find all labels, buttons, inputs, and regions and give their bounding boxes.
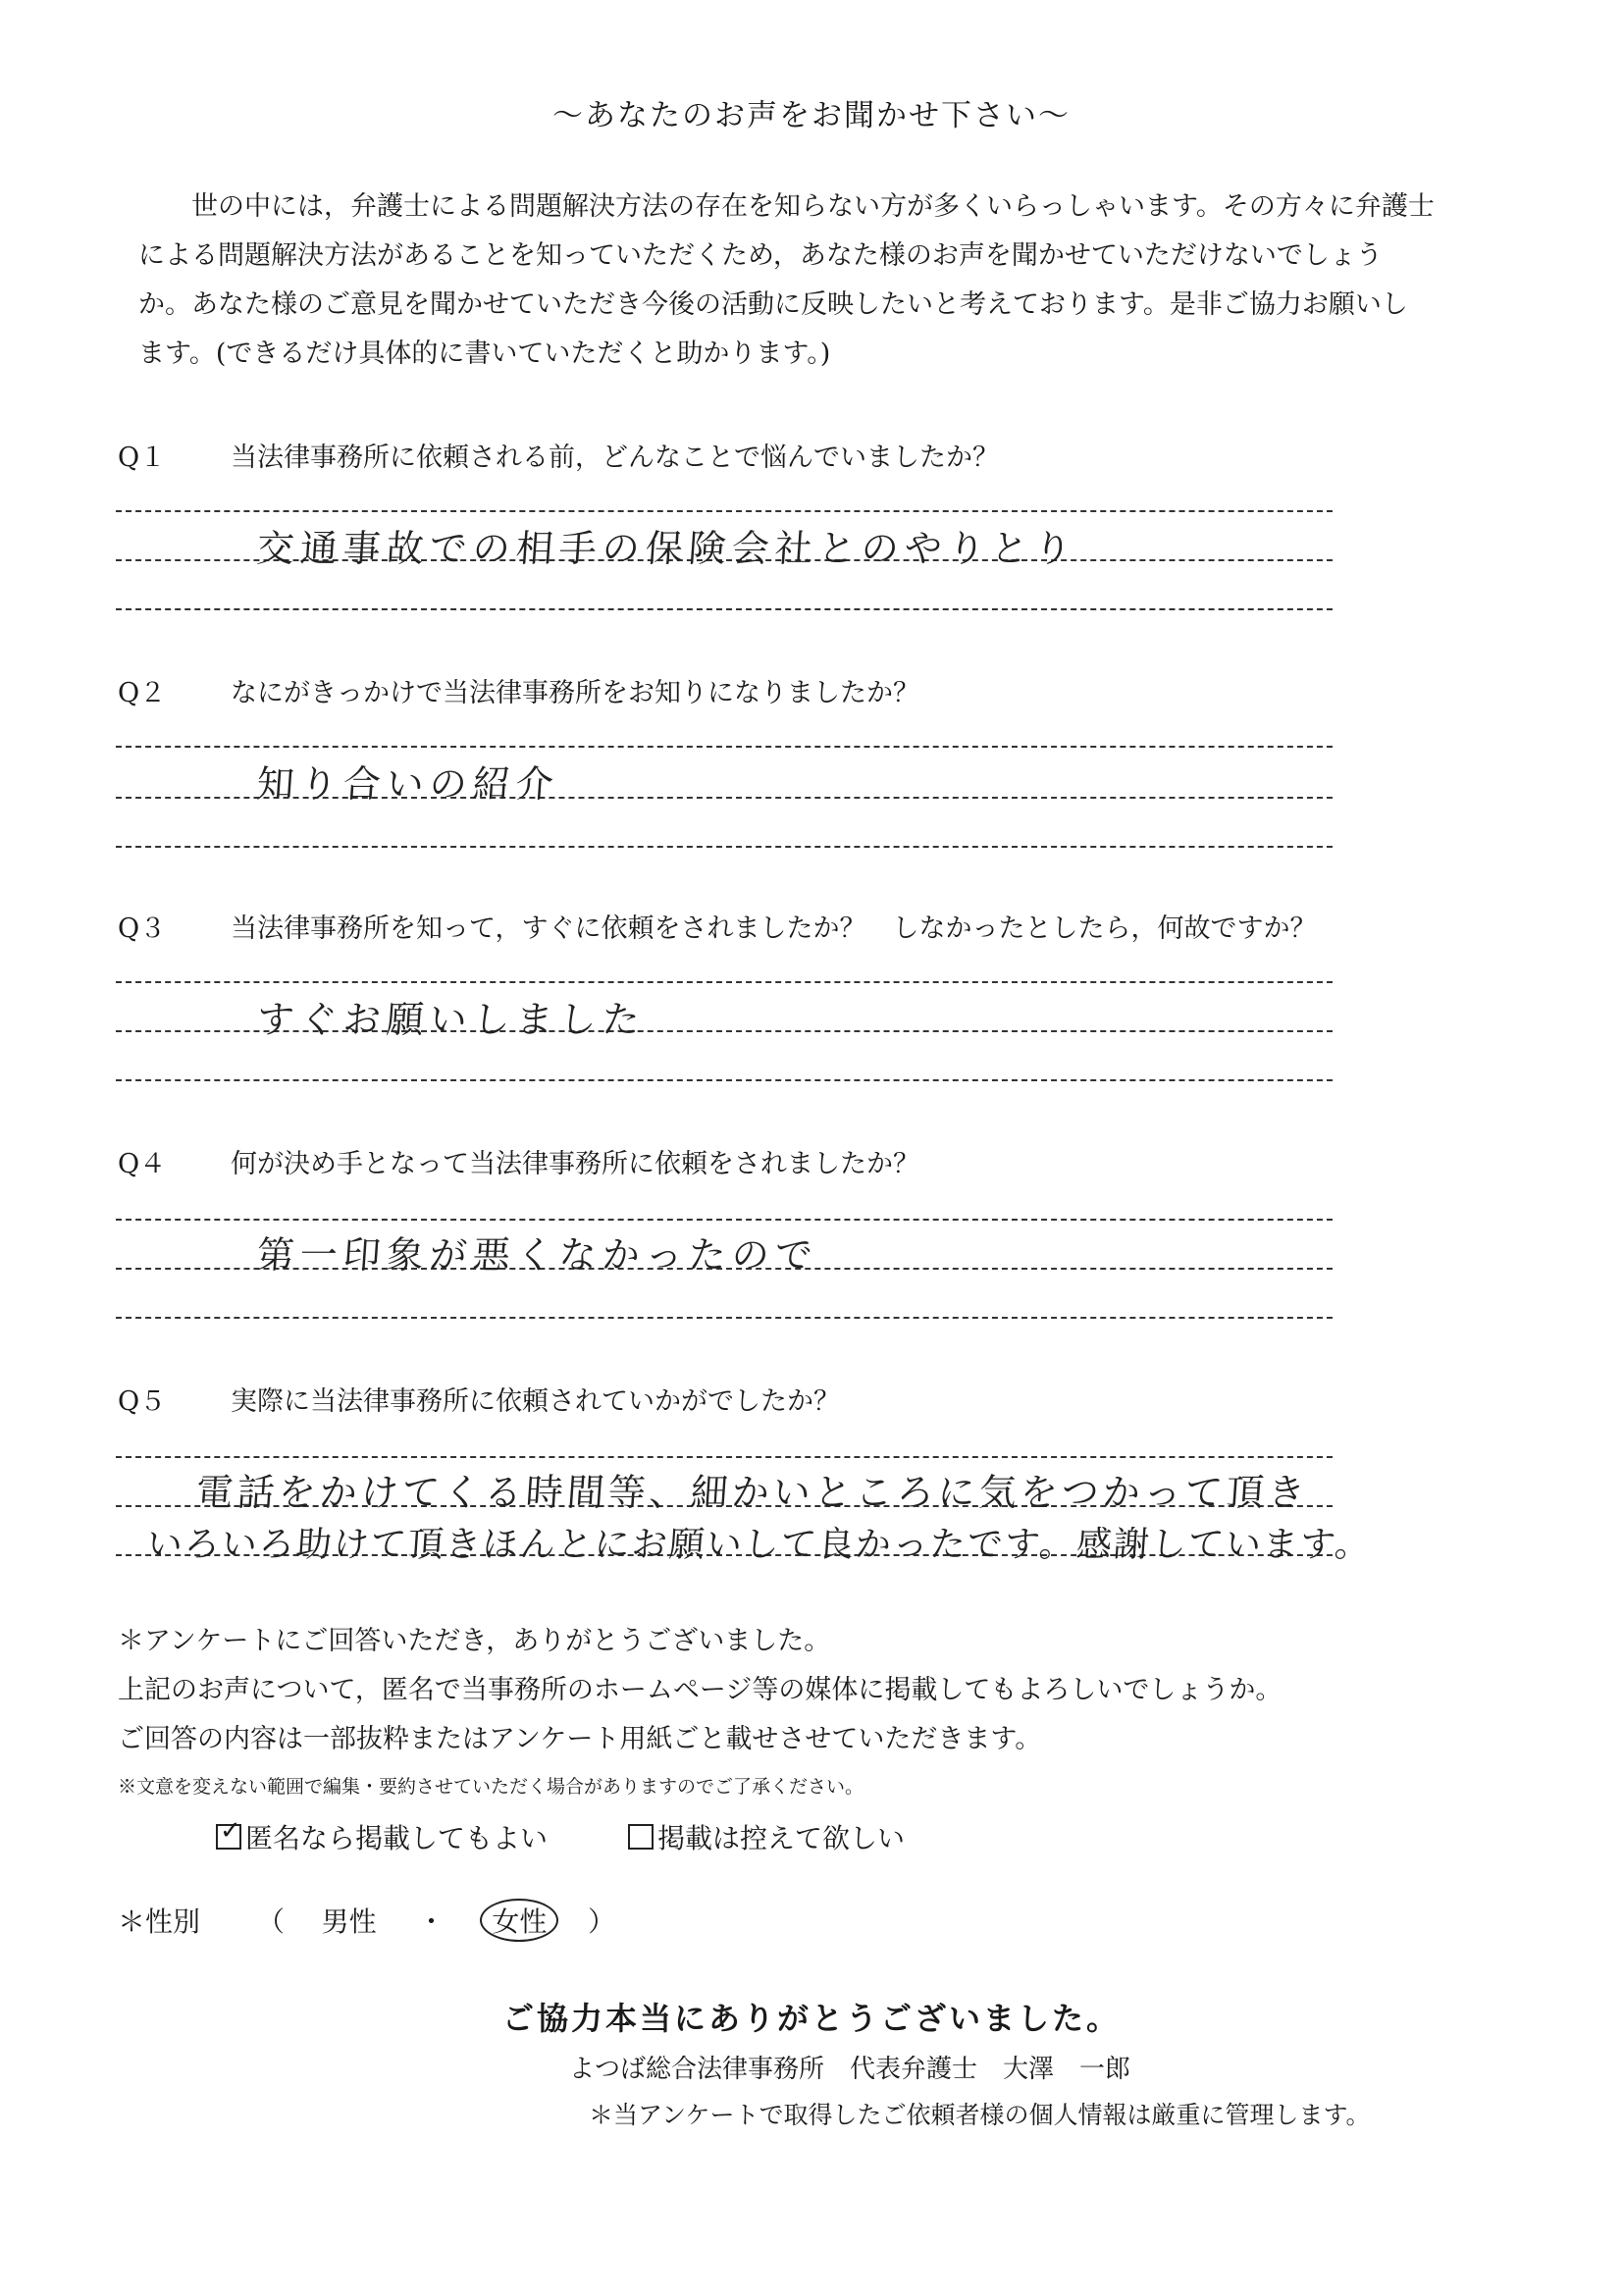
option-decline[interactable] [628,1817,905,1856]
option-anonymous-ok[interactable] [216,1817,548,1856]
question-number: Q１ [118,443,167,473]
question-number: Q３ [118,913,167,944]
answer-5-handwriting-line2: いろいろ助けて頂きほんとにお願いして良かったです。感謝しています。 [145,1525,1374,1565]
answer-line [116,1317,1333,1319]
checkbox-checked[interactable] [216,1816,241,1850]
survey-title: ～あなたのお声をお聞かせ下さい～ [552,98,1071,133]
privacy-note: ＊当アンケートで取得したご依頼者様の個人情報は厳重に管理します。 [589,2101,1371,2129]
question-number: Q２ [118,678,167,708]
question-5 [118,1380,840,1418]
answer-1-handwriting: 交通事故での相手の保険会社とのやりとり [255,527,1079,570]
gender-separator: ・ [417,1905,445,1938]
question-text: 実際に当法律事務所に依頼されていかがでしたか？ [231,1386,840,1417]
answer-line [116,510,1333,512]
intro-line: 世の中には，弁護士による問題解決方法の存在を知らない方が多くいらっしゃいます。その方々に弁護士 [191,191,1435,222]
question-text: 当法律事務所を知って，すぐに依頼をされましたか？ しなかったとしたら，何故ですか？ [231,913,1317,944]
gender-row [118,1899,615,1942]
answer-2-handwriting: 知り合いの紹介 [255,762,561,806]
question-text: なにがきっかけで当法律事務所をお知りになりましたか？ [231,678,919,708]
answer-line [116,608,1333,610]
question-3 [118,907,1316,945]
editing-note: ※文意を変えない範囲で編集・要約させていただく場合がありますのでご了承ください。 [118,1776,864,1798]
answer-line [116,746,1333,748]
office-signature: よつば総合法律事務所 代表弁護士 大澤 一郎 [569,2055,1131,2084]
answer-5-handwriting-line1: 電話をかけてくる時間等、細かいところに気をつかって頂き [194,1471,1311,1514]
answer-4-handwriting: 第一印象が悪くなかったので [255,1233,820,1277]
gender-open-paren: （ [256,1905,285,1938]
answer-line [116,846,1333,848]
gender-label: ＊性別 [118,1905,201,1938]
gender-close-paren: ） [588,1905,616,1938]
gender-female-option-circled[interactable]: 女性 [480,1899,558,1942]
intro-line: による問題解決方法があることを知っていただくため，あなた様のお声を聞かせていただけないでしょう [138,240,1383,271]
question-2 [118,671,919,709]
answer-line [116,1079,1333,1081]
question-text: 当法律事務所に依頼される前，どんなことで悩んでいましたか？ [231,443,999,473]
option-label: 掲載は控えて欲しい [657,1822,906,1854]
question-1 [118,436,999,474]
intro-paragraph [138,183,1539,379]
footer-thanks: ＊アンケートにご回答いただき，ありがとうございました。 [118,1626,831,1656]
question-text: 何が決め手となって当法律事務所に依頼をされましたか？ [231,1149,919,1179]
question-4 [118,1142,919,1180]
checkbox-unchecked[interactable] [628,1824,654,1850]
question-number: Q４ [118,1149,167,1179]
intro-line: か。あなた様のご意見を聞かせていただき今後の活動に反映したいと考えております。是非ご協力お願いし [138,289,1408,320]
footer-permission-question: 上記のお声について，匿名で当事務所のホームページ等の媒体に掲載してもよろしいでしょうか。 [118,1675,1283,1705]
answer-line [116,1456,1333,1458]
answer-3-handwriting: すぐお願いしました [255,998,648,1041]
answer-line [116,981,1333,983]
intro-line: ます。(できるだけ具体的に書いていただくと助かります。) [138,339,831,369]
check-mark-icon: ✓ [220,1816,241,1846]
gender-male-option[interactable]: 男性 [321,1905,377,1938]
closing-thanks: ご協力本当にありがとうございました。 [501,2000,1121,2037]
option-label: 匿名なら掲載してもよい [245,1822,549,1854]
footer-publication-note: ご回答の内容は一部抜粋またはアンケート用紙ごと載せさせていただきます。 [118,1724,1042,1754]
question-number: Q５ [118,1386,167,1417]
answer-line [116,1219,1333,1221]
